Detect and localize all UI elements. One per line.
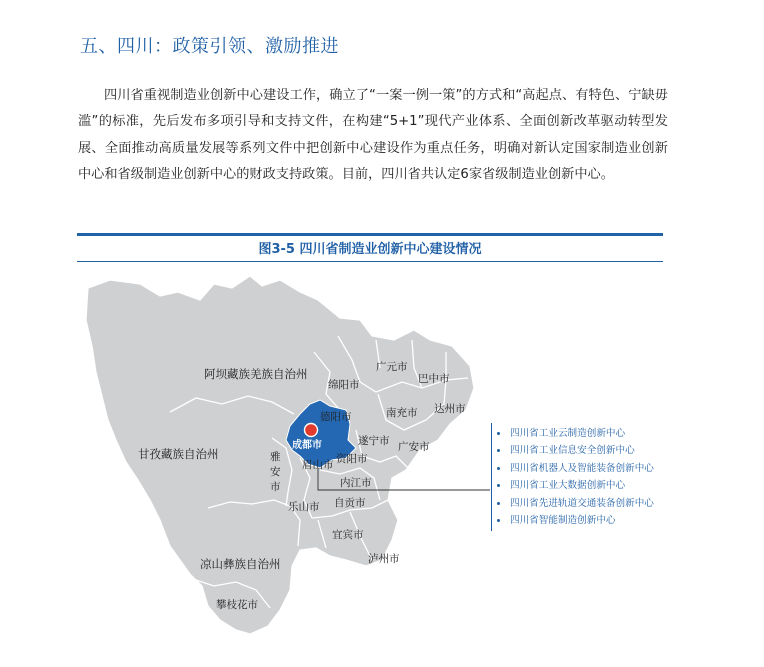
label-meishan: 眉山市 <box>302 459 334 471</box>
label-zigong: 自贡市 <box>334 497 366 509</box>
figure-caption: 图3-5 四川省制造业创新中心建设情况 <box>258 242 482 257</box>
legend-item: 四川省工业大数据创新中心 <box>496 477 746 494</box>
label-ganzi: 甘孜藏族自治州 <box>138 447 219 461</box>
label-leshan: 乐山市 <box>288 501 320 513</box>
label-liangshan: 凉山彝族自治州 <box>200 557 281 571</box>
label-neijiang: 内江市 <box>340 477 372 489</box>
label-aba: 阿坝藏族羌族自治州 <box>204 367 308 381</box>
label-ziyang: 资阳市 <box>336 453 368 465</box>
label-yaan-2: 安 <box>270 466 281 478</box>
label-nanchong: 南充市 <box>386 407 418 419</box>
label-mianyang: 绵阳市 <box>328 379 360 391</box>
chengdu-marker <box>305 424 318 437</box>
label-yaan-1: 雅 <box>270 451 281 463</box>
legend-item: 四川省智能制造创新中心 <box>496 512 746 529</box>
legend-item: 四川省工业信息安全创新中心 <box>496 442 746 459</box>
label-yaan-3: 市 <box>270 481 281 493</box>
label-bazhong: 巴中市 <box>418 373 450 385</box>
legend-bracket <box>491 423 492 531</box>
label-guangan: 广安市 <box>398 441 430 453</box>
legend-item: 四川省先进轨道交通装备创新中心 <box>496 495 746 512</box>
body-paragraph: 四川省重视制造业创新中心建设工作，确立了“一案一例一策”的方式和“高起点、有特色、宁缺毋滥”的标准，先后发布多项引导和支持文件，在构建“5+1”现代产业体系、全面创新改革驱动转型发展、全面推动高质量发展等系列文件中把创新中心建设作为重点任务，明确对新认定国家制造业创新中心和省级制造业创新中心的财政支持政策。目前，四川省共认定6家省级制造业创新中心。 <box>78 88 668 183</box>
label-suining: 遂宁市 <box>358 435 390 447</box>
section-title: 五、四川：政策引领、激励推进 <box>80 36 339 57</box>
label-panzhihua: 攀枝花市 <box>216 599 258 611</box>
label-guangyuan: 广元市 <box>376 361 408 373</box>
legend-item: 四川省工业云制造创新中心 <box>496 425 746 442</box>
label-deyang: 德阳市 <box>320 411 352 423</box>
label-luzhou: 泸州市 <box>368 553 400 565</box>
label-chengdu: 成都市 <box>292 440 322 451</box>
legend-item: 四川省机器人及智能装备创新中心 <box>496 460 746 477</box>
label-yibin: 宜宾市 <box>332 529 364 541</box>
label-dazhou: 达州市 <box>434 403 466 415</box>
innovation-center-legend <box>496 425 746 529</box>
